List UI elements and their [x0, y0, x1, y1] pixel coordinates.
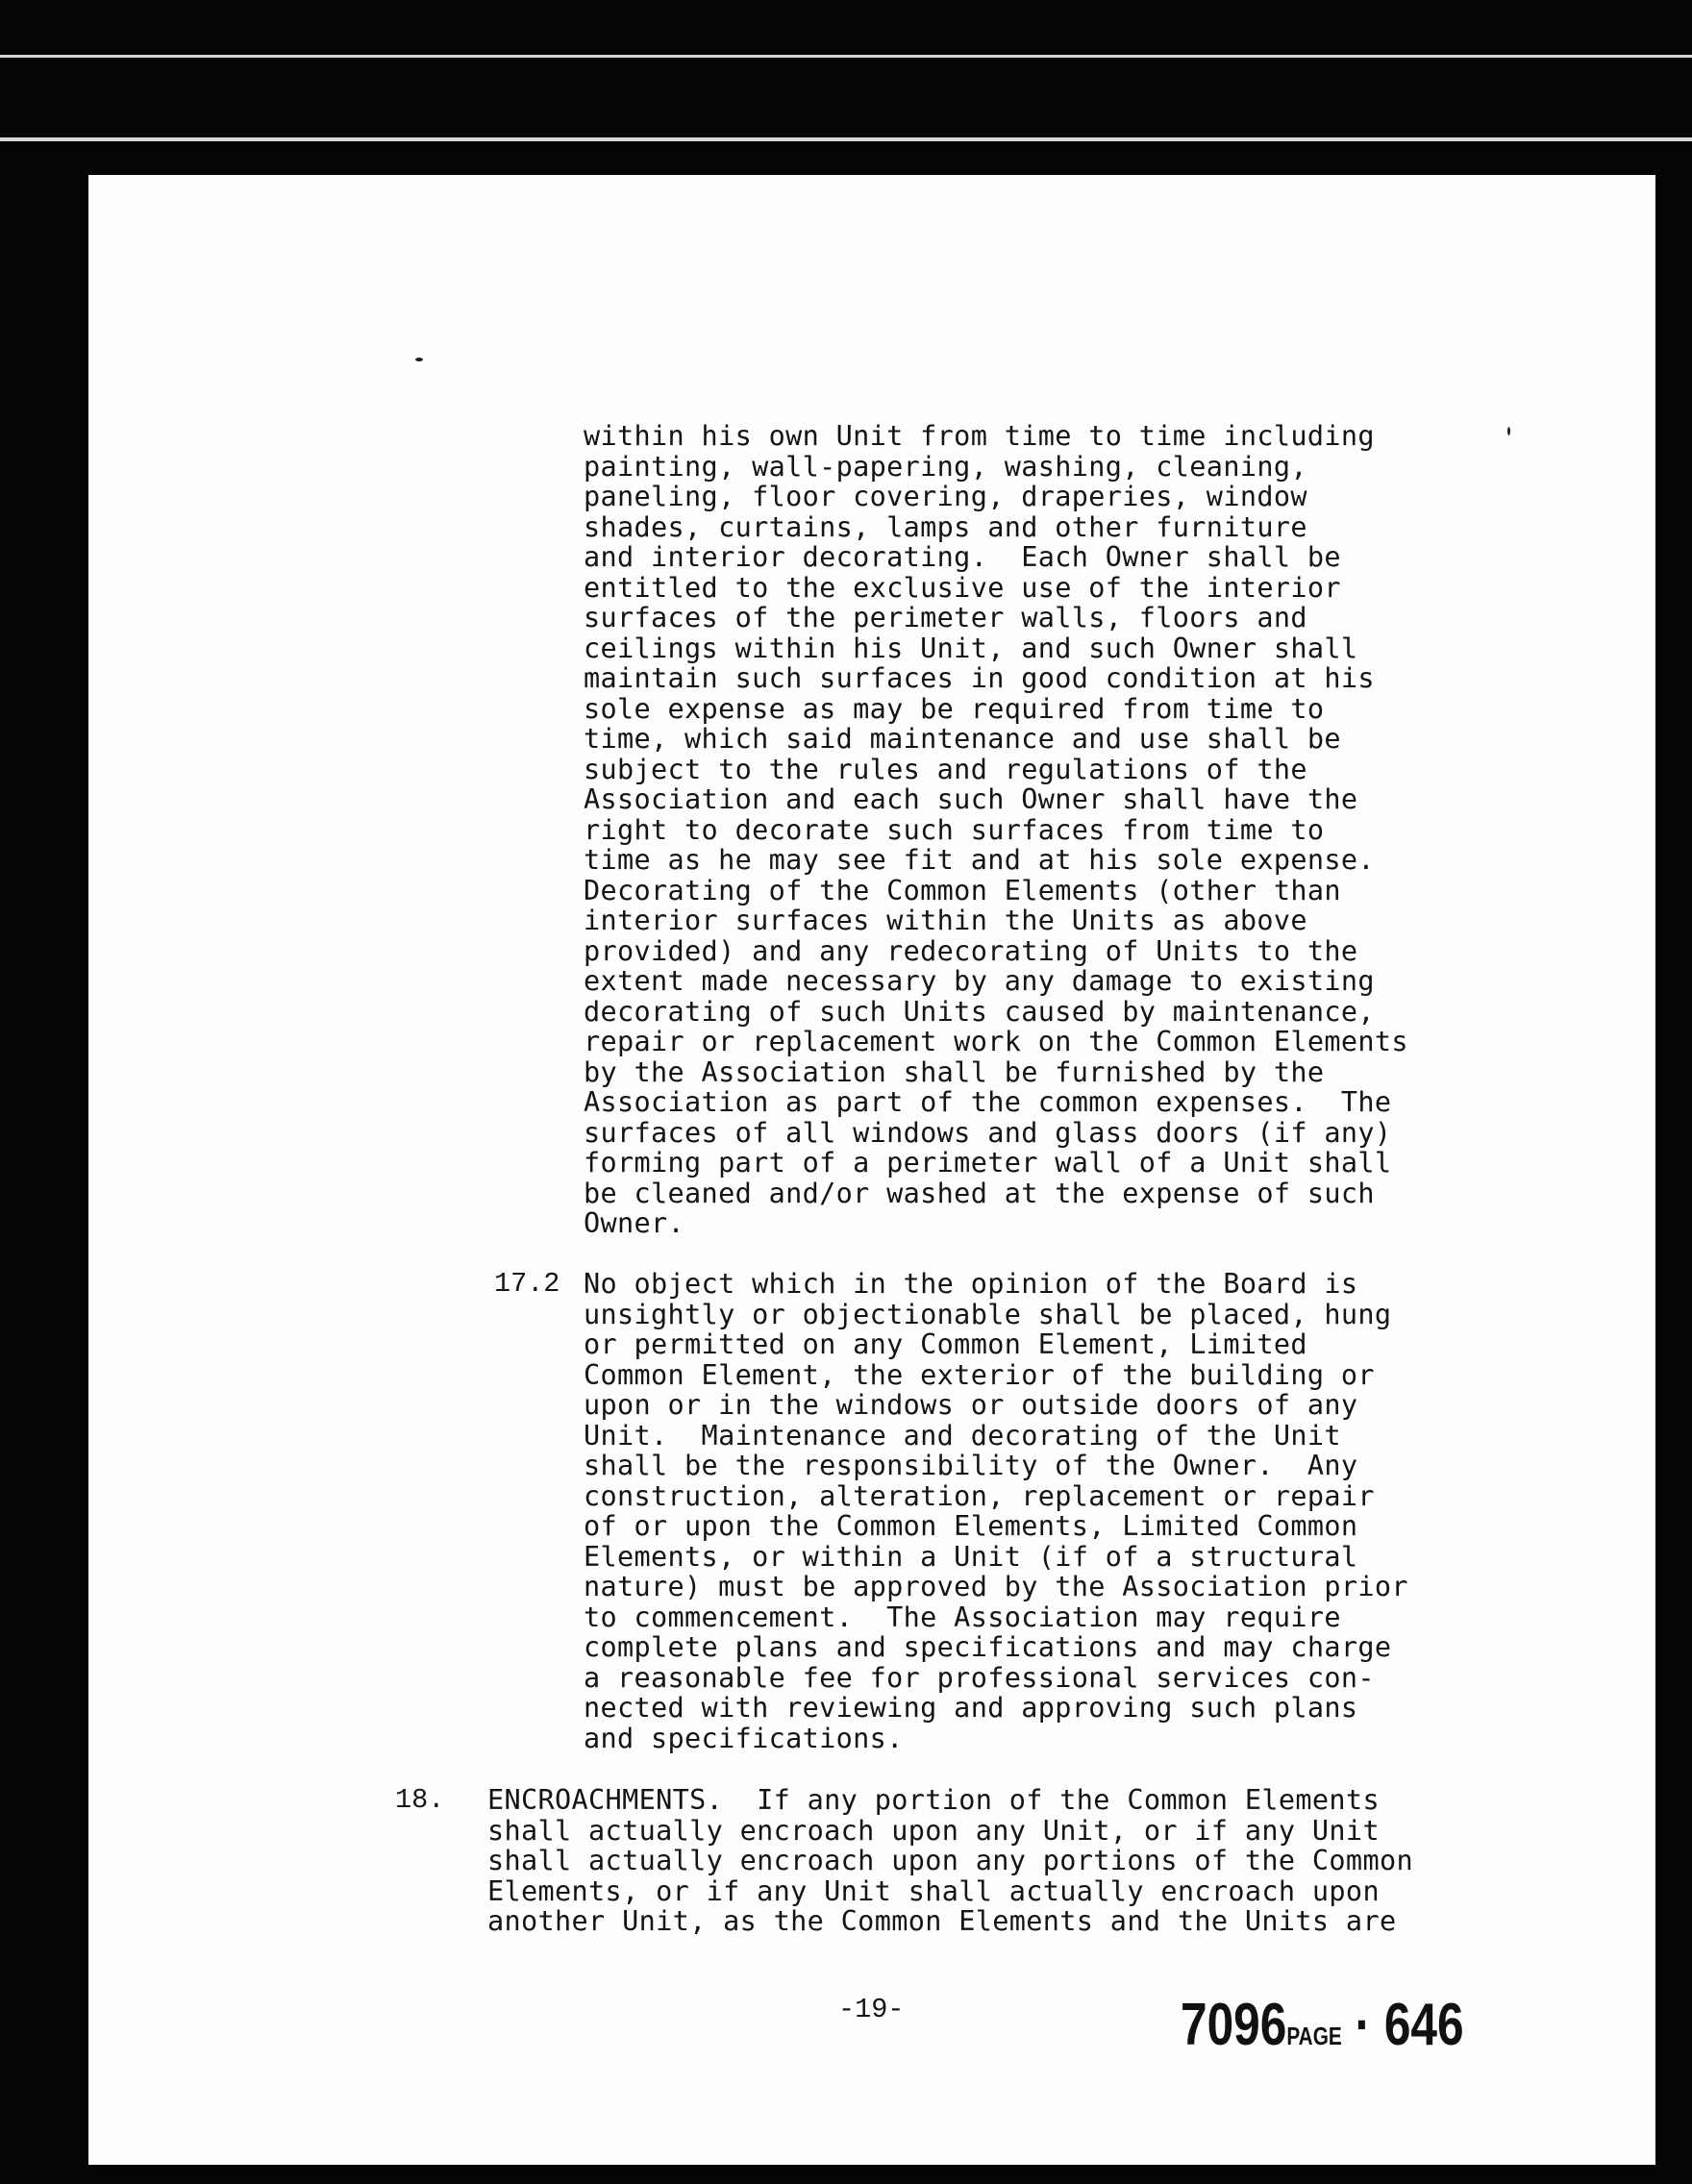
text-line: to commencement. The Association may require	[584, 1601, 1341, 1633]
page-number: -19-	[838, 1994, 905, 2025]
text-line: surfaces of the perimeter walls, floors and	[584, 602, 1307, 633]
section-17-2-number: 17.2	[494, 1268, 560, 1300]
text-line: Association and each such Owner shall have the	[584, 783, 1358, 815]
text-line: nature) must be approved by the Association prior	[584, 1571, 1408, 1602]
text-line: construction, alteration, replacement or repair	[584, 1479, 1375, 1512]
text-line: maintain such surfaces in good condition at his	[584, 662, 1375, 694]
text-line: extent made necessary by any damage to existing	[584, 965, 1375, 997]
text-line: Common Element, the exterior of the building or	[584, 1358, 1375, 1391]
text-line: time as he may see fit and at his sole expense.	[584, 844, 1375, 876]
text-line: Decorating of the Common Elements (other than	[584, 874, 1341, 906]
text-line: decorating of such Units caused by maintenance,	[584, 995, 1375, 1028]
text-line: Owner.	[584, 1207, 685, 1239]
book-number: 7096	[1181, 1992, 1287, 2058]
text-line: Unit. Maintenance and decorating of the Unit	[584, 1419, 1341, 1452]
text-line: shades, curtains, lamps and other furniture	[584, 510, 1307, 543]
paragraph-continuation	[584, 421, 1408, 1239]
text-line: painting, wall-papering, washing, cleaning,	[584, 450, 1307, 483]
text-line: No object which in the opinion of the Board is	[584, 1268, 1358, 1300]
text-line: entitled to the exclusive use of the interior	[584, 571, 1341, 604]
section-18-number: 18.	[395, 1784, 445, 1816]
text-line: subject to the rules and regulations of the	[584, 753, 1307, 785]
text-line: interior surfaces within the Units as above	[584, 905, 1307, 936]
scan-edge-line	[0, 55, 1692, 58]
text-line: ENCROACHMENTS. If any portion of the Common Elements	[487, 1784, 1380, 1816]
text-line: repair or replacement work on the Common Elements	[584, 1026, 1408, 1057]
text-line: right to decorate such surfaces from time to	[584, 813, 1325, 846]
text-line: shall actually encroach upon any portions of the Common	[487, 1845, 1413, 1876]
text-line: by the Association shall be furnished by the	[584, 1055, 1325, 1088]
text-line: another Unit, as the Common Elements and the Units are	[487, 1905, 1397, 1937]
text-line: of or upon the Common Elements, Limited Common	[584, 1510, 1358, 1542]
recording-book-page-stamp: 7096PAGE · 646	[1181, 1992, 1464, 2058]
text-line: forming part of a perimeter wall of a Unit shall	[584, 1147, 1392, 1179]
text-line: be cleaned and/or washed at the expense of such	[584, 1177, 1375, 1209]
text-line: paneling, floor covering, draperies, window	[584, 481, 1307, 512]
text-line: within his own Unit from time to time including	[584, 420, 1375, 452]
text-line: Association as part of the common expenses. The	[584, 1086, 1392, 1118]
text-line: and interior decorating. Each Owner shall be	[584, 541, 1341, 573]
text-line: a reasonable fee for professional services con-	[584, 1661, 1375, 1694]
text-line: sole expense as may be required from time to	[584, 692, 1325, 725]
text-line: complete plans and specifications and may charge	[584, 1631, 1392, 1663]
text-line: surfaces of all windows and glass doors (if any)	[584, 1116, 1392, 1149]
document-page	[88, 175, 1655, 2165]
text-line: time, which said maintenance and use shall be	[584, 723, 1341, 755]
text-line: shall actually encroach upon any Unit, or if any Unit	[487, 1814, 1380, 1847]
book-page-number: 646	[1383, 1992, 1464, 2058]
text-line: upon or in the windows or outside doors of any	[584, 1389, 1358, 1421]
text-line: unsightly or objectionable shall be placed, hung	[584, 1298, 1392, 1330]
text-line: Elements, or if any Unit shall actually encroach upon	[487, 1874, 1380, 1907]
text-line: ceilings within his Unit, and such Owner shall	[584, 632, 1358, 664]
scan-edge-line	[0, 137, 1692, 141]
text-line: shall be the responsibility of the Owner. Any	[584, 1450, 1358, 1481]
section-17-2-text	[584, 1269, 1408, 1753]
scan-top-border	[0, 0, 1692, 178]
text-line: and specifications.	[584, 1722, 904, 1754]
section-18-text	[487, 1785, 1413, 1937]
text-line: provided) and any redecorating of Units to the	[584, 934, 1358, 967]
text-line: Elements, or within a Unit (if of a structural	[584, 1540, 1358, 1573]
scan-speck	[1507, 427, 1510, 435]
page-word: PAGE	[1286, 2022, 1342, 2050]
text-line: nected with reviewing and approving such plans	[584, 1692, 1358, 1724]
scan-speck	[415, 358, 423, 361]
text-line: or permitted on any Common Element, Limited	[584, 1328, 1307, 1360]
